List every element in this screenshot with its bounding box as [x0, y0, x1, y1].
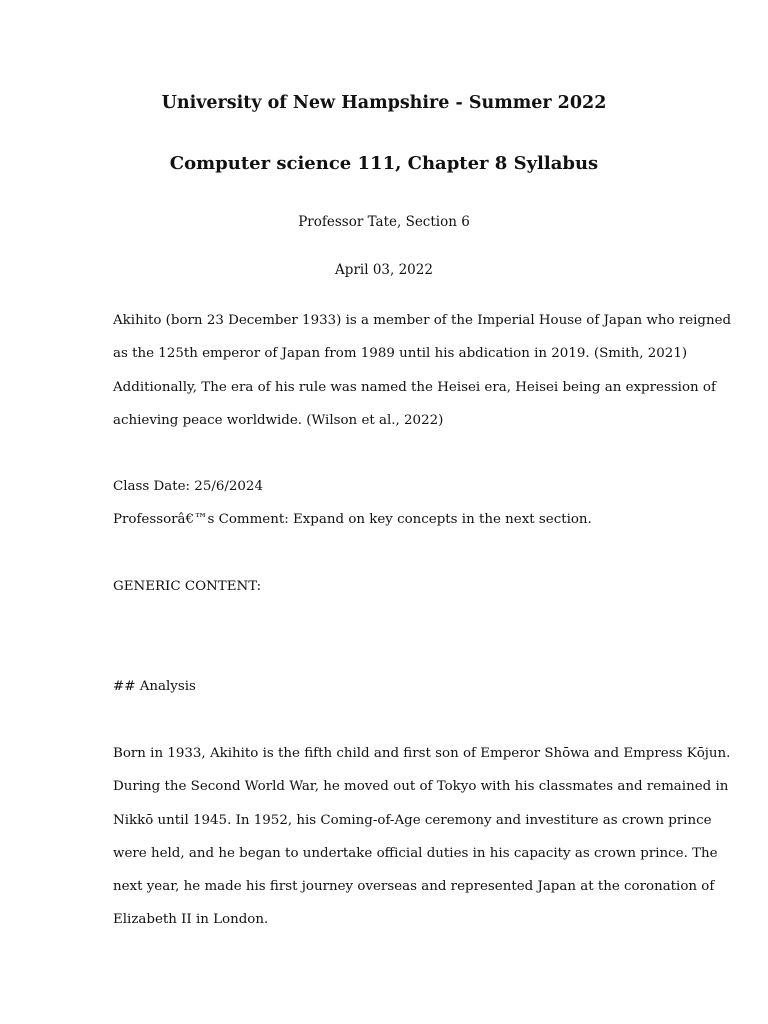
paragraph-line: Additionally, The era of his rule was named the Heisei era, Heisei being an expression of — [113, 379, 716, 395]
paragraph-line: Elizabeth II in London. — [113, 912, 269, 928]
paragraph-line: achieving peace worldwide. (Wilson et al., 2022) — [113, 412, 444, 428]
generic-content-label: GENERIC CONTENT: — [113, 579, 262, 594]
class-date: Class Date: 25/6/2024 — [113, 479, 263, 494]
paragraph-line: Nikkō until 1945. In 1952, his Coming-of-Age ceremony and investiture as crown prince — [113, 812, 712, 828]
intro-paragraph — [113, 311, 732, 444]
professor-line: Professor Tate, Section 6 — [298, 214, 470, 230]
analysis-paragraph — [113, 744, 731, 944]
paragraph-line: Akihito (born 23 December 1933) is a member of the Imperial House of Japan who reigned — [113, 313, 732, 328]
document-date: April 03, 2022 — [335, 262, 433, 278]
document-subtitle: Computer science 111, Chapter 8 Syllabus — [169, 153, 599, 174]
analysis-heading: ## Analysis — [113, 679, 196, 694]
paragraph-line: were held, and he began to undertake official duties in his capacity as crown prince. The — [113, 845, 718, 861]
paragraph-line: next year, he made his first journey overseas and represented Japan at the coronation of — [113, 879, 715, 895]
professor-comment: Professorâ€™s Comment: Expand on key concepts in the next section. — [113, 512, 592, 527]
document-title: University of New Hampshire - Summer 2022 — [161, 93, 607, 113]
paragraph-line: Born in 1933, Akihito is the fifth child and first son of Emperor Shōwa and Empress Kōjun. — [113, 746, 731, 761]
paragraph-line: During the Second World War, he moved out of Tokyo with his classmates and remained in — [113, 779, 729, 795]
paragraph-line: as the 125th emperor of Japan from 1989 until his abdication in 2019. (Smith, 2021) — [113, 346, 688, 362]
